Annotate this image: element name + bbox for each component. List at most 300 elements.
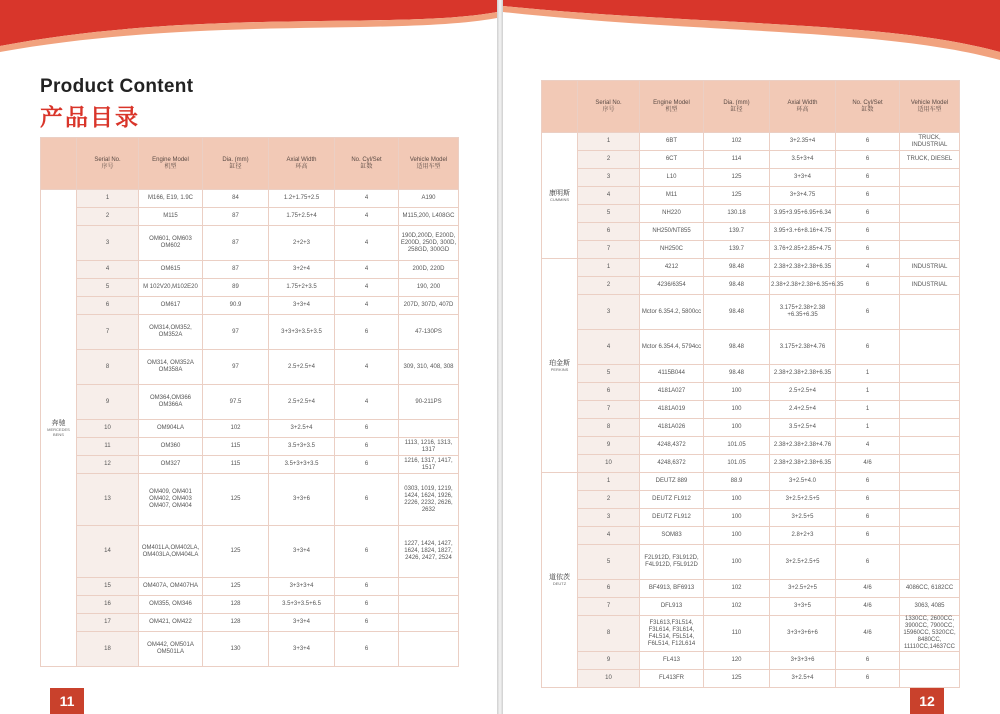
cell-vehicle (900, 241, 960, 259)
cell-cyl: 6 (335, 578, 399, 596)
cell-sn: 4 (578, 527, 640, 545)
table-row (41, 190, 459, 208)
cell-model: 4181A019 (640, 401, 704, 419)
cell-model: OM617 (139, 297, 203, 315)
table-row (542, 205, 960, 223)
cell-cyl: 6 (836, 133, 900, 151)
cell-sn: 7 (578, 401, 640, 419)
cell-cyl: 6 (335, 438, 399, 456)
cell-model: 6BT (640, 133, 704, 151)
top-wave-decoration-right (503, 0, 1000, 60)
cell-model: 4181A027 (640, 383, 704, 401)
cell-sn: 6 (578, 383, 640, 401)
cell-width: 3.5+2.5+4 (770, 419, 836, 437)
cell-vehicle (399, 596, 459, 614)
cell-sn: 13 (77, 474, 139, 526)
table-row (41, 315, 459, 350)
cell-width: 3.5+3+3.5+6.5 (269, 596, 335, 614)
table-row (542, 455, 960, 473)
brand-name-chinese: 奔驰 (51, 419, 66, 427)
right-page (503, 0, 1000, 714)
cell-dia: 100 (704, 491, 770, 509)
cell-dia: 128 (203, 596, 269, 614)
brand-name-english: CUMMINS (549, 196, 570, 202)
cell-model: OM442, OM501A OM501LA (139, 632, 203, 667)
cell-width: 3+2.5+4.0 (770, 473, 836, 491)
cell-vehicle (900, 670, 960, 688)
table-row (542, 241, 960, 259)
cell-dia: 139.7 (704, 241, 770, 259)
cell-vehicle: 207D, 307D, 407D (399, 297, 459, 315)
cell-width: 3+3+4 (269, 526, 335, 578)
cell-vehicle (900, 652, 960, 670)
cell-width: 3.175+2.38+4.76 (770, 330, 836, 365)
table-row (41, 632, 459, 667)
cell-sn: 5 (578, 545, 640, 580)
cell-sn: 14 (77, 526, 139, 578)
cell-width: 3+2.5+4 (770, 670, 836, 688)
cell-width: 3+3+3+3.5+3.5 (269, 315, 335, 350)
cell-cyl: 4 (335, 208, 399, 226)
cell-vehicle (900, 187, 960, 205)
cell-width: 3+2.5+5 (770, 509, 836, 527)
header-cell: Serial No. 序号 (578, 81, 640, 133)
table-row (542, 616, 960, 652)
table-row (41, 474, 459, 526)
table-row (41, 385, 459, 420)
table-row (41, 456, 459, 474)
cell-sn: 2 (578, 491, 640, 509)
cell-dia: 115 (203, 456, 269, 474)
brand-name-english: PERKINS (550, 366, 569, 372)
cell-width: 2.5+2.5+4 (269, 350, 335, 385)
cell-cyl: 4/6 (836, 580, 900, 598)
cell-cyl: 4 (335, 385, 399, 420)
cell-cyl: 1 (836, 365, 900, 383)
table-row (41, 526, 459, 578)
table-header-row (41, 138, 459, 190)
cell-cyl: 1 (836, 383, 900, 401)
cell-vehicle: 1216, 1317, 1417, 1517 (399, 456, 459, 474)
cell-sn: 3 (578, 169, 640, 187)
cell-sn: 6 (578, 223, 640, 241)
cell-dia: 100 (704, 401, 770, 419)
cell-dia: 110 (704, 616, 770, 652)
cell-dia: 101.05 (704, 437, 770, 455)
cell-vehicle (900, 545, 960, 580)
cell-sn: 5 (77, 279, 139, 297)
cell-dia: 120 (704, 652, 770, 670)
cell-sn: 1 (578, 259, 640, 277)
cell-sn: 8 (578, 419, 640, 437)
cell-dia: 87 (203, 261, 269, 279)
cell-dia: 128 (203, 614, 269, 632)
cell-width: 3+3+4 (269, 297, 335, 315)
table-row (41, 614, 459, 632)
cell-vehicle: 1330CC, 2600CC, 3900CC, 7900CC, 15960CC, 5320CC, 8480CC, 11110CC,14637CC (900, 616, 960, 652)
table-row (542, 437, 960, 455)
cell-cyl: 4 (335, 279, 399, 297)
cell-cyl: 6 (836, 169, 900, 187)
cell-model: OM421, OM422 (139, 614, 203, 632)
cell-cyl: 6 (836, 652, 900, 670)
cell-sn: 4 (77, 261, 139, 279)
cell-width: 3+3+4 (269, 614, 335, 632)
cell-sn: 2 (77, 208, 139, 226)
cell-vehicle (399, 614, 459, 632)
cell-vehicle: INDUSTRIAL (900, 259, 960, 277)
header-brand (542, 81, 578, 133)
header-cell: Vehicle Model 适用车型 (900, 81, 960, 133)
cell-vehicle: 3063, 4085 (900, 598, 960, 616)
cell-model: DEUTZ FL912 (640, 491, 704, 509)
cell-width: 3+3+3+6+6 (770, 616, 836, 652)
cell-sn: 1 (77, 190, 139, 208)
table-row (542, 187, 960, 205)
header-cell: Vehicle Model 适用车型 (399, 138, 459, 190)
cell-width: 3+3+3+4 (269, 578, 335, 596)
brand-cell (542, 259, 578, 473)
cell-dia: 87 (203, 208, 269, 226)
cell-model: FL413 (640, 652, 704, 670)
cell-cyl: 6 (335, 315, 399, 350)
cell-cyl: 4 (335, 190, 399, 208)
brand-cell (41, 190, 77, 667)
cell-vehicle: 200D, 220D (399, 261, 459, 279)
cell-cyl: 1 (836, 401, 900, 419)
cell-vehicle: 190D,200D, E200D, E200D, 250D, 300D, 258GD, 300GD (399, 226, 459, 261)
cell-cyl: 6 (836, 187, 900, 205)
cell-sn: 1 (578, 473, 640, 491)
cell-width: 3.5+3+3.5 (269, 438, 335, 456)
brand-cell (542, 473, 578, 688)
cell-model: SOM83 (640, 527, 704, 545)
cell-dia: 102 (203, 420, 269, 438)
cell-sn: 5 (578, 365, 640, 383)
cell-model: OM314, OM352A OM358A (139, 350, 203, 385)
brand-cell (542, 133, 578, 259)
page-title-chinese: 产品目录 (40, 104, 140, 130)
cell-cyl: 6 (836, 545, 900, 580)
cell-dia: 125 (704, 187, 770, 205)
cell-vehicle: 4086CC, 6182CC (900, 580, 960, 598)
cell-dia: 97 (203, 315, 269, 350)
page-number-badge: 11 (50, 688, 84, 714)
header-cell: Serial No. 序号 (77, 138, 139, 190)
table-row (542, 330, 960, 365)
cell-dia: 97 (203, 350, 269, 385)
cell-model: FL413FR (640, 670, 704, 688)
header-cell: No. Cyl/Set 缸数 (836, 81, 900, 133)
cell-dia: 88.9 (704, 473, 770, 491)
cell-model: 4248,6372 (640, 455, 704, 473)
table-row (542, 580, 960, 598)
cell-sn: 9 (578, 652, 640, 670)
cell-model: DFL913 (640, 598, 704, 616)
cell-cyl: 6 (335, 420, 399, 438)
cell-width: 3.95+3.95+6.95+6.34 (770, 205, 836, 223)
cell-cyl: 6 (836, 151, 900, 169)
cell-cyl: 6 (836, 223, 900, 241)
table-row (542, 401, 960, 419)
header-cell: Engine Model 机型 (640, 81, 704, 133)
cell-vehicle: 0303, 1019, 1219, 1424, 1624, 1926, 2226, 2232, 2626, 2632 (399, 474, 459, 526)
cell-sn: 1 (578, 133, 640, 151)
cell-model: 4181A026 (640, 419, 704, 437)
cell-width: 1.75+2+3.5 (269, 279, 335, 297)
cell-cyl: 6 (836, 670, 900, 688)
cell-vehicle (900, 205, 960, 223)
left-page (0, 0, 497, 714)
product-table-right (541, 80, 960, 688)
cell-width: 2.5+2.5+4 (269, 385, 335, 420)
cell-vehicle (399, 420, 459, 438)
table-row (542, 295, 960, 330)
cell-width: 2.38+2.38+2.38+6.35 (770, 259, 836, 277)
cell-cyl: 6 (836, 277, 900, 295)
cell-sn: 17 (77, 614, 139, 632)
cell-vehicle (900, 491, 960, 509)
cell-model: OM327 (139, 456, 203, 474)
cell-model: OM401LA,OM402LA, OM403LA,OM404LA (139, 526, 203, 578)
cell-cyl: 6 (836, 241, 900, 259)
cell-cyl: 1 (836, 419, 900, 437)
cell-sn: 10 (77, 420, 139, 438)
cell-model: NH220 (640, 205, 704, 223)
cell-vehicle: 190, 200 (399, 279, 459, 297)
cell-cyl: 6 (836, 330, 900, 365)
cell-cyl: 6 (836, 295, 900, 330)
cell-model: OM615 (139, 261, 203, 279)
cell-model: 4115B044 (640, 365, 704, 383)
table-row (542, 509, 960, 527)
cell-sn: 7 (578, 598, 640, 616)
cell-sn: 10 (578, 455, 640, 473)
cell-vehicle (900, 455, 960, 473)
cell-sn: 9 (77, 385, 139, 420)
table-row (542, 598, 960, 616)
table-row (41, 596, 459, 614)
table-row (542, 491, 960, 509)
table-row (41, 208, 459, 226)
cell-model: OM904LA (139, 420, 203, 438)
cell-model: Mctor 6.354.2, 5800cc (640, 295, 704, 330)
header-cell: Dia. (mm) 缸径 (203, 138, 269, 190)
cell-sn: 5 (578, 205, 640, 223)
cell-dia: 102 (704, 133, 770, 151)
cell-width: 1.2+1.75+2.5 (269, 190, 335, 208)
cell-dia: 102 (704, 580, 770, 598)
cell-dia: 130.18 (704, 205, 770, 223)
cell-cyl: 6 (836, 205, 900, 223)
cell-model: NH250/NT855 (640, 223, 704, 241)
product-table-left (40, 137, 459, 667)
cell-sn: 4 (578, 187, 640, 205)
cell-width: 3.95+3.+6+8.16+4.75 (770, 223, 836, 241)
cell-width: 3+3+4 (770, 169, 836, 187)
cell-sn: 18 (77, 632, 139, 667)
table-header-row (542, 81, 960, 133)
cell-dia: 90.9 (203, 297, 269, 315)
cell-dia: 98.48 (704, 365, 770, 383)
table-row (542, 419, 960, 437)
cell-cyl: 6 (335, 632, 399, 667)
header-brand (41, 138, 77, 190)
cell-model: OM360 (139, 438, 203, 456)
cell-width: 2.38+2.38+2.38+6.35+6.35 (770, 277, 836, 295)
cell-model: 6CT (640, 151, 704, 169)
cell-model: F2L912D, F3L912D, F4L912D, F5L912D (640, 545, 704, 580)
cell-model: OM601, OM603 OM602 (139, 226, 203, 261)
cell-model: Mctor 6.354.4, 5794cc (640, 330, 704, 365)
cell-width: 3+3+3+6 (770, 652, 836, 670)
cell-model: F3L613,F3L514, F3L614, F3L614, F4L514, F5L514, F6L514, F12L614 (640, 616, 704, 652)
cell-sn: 11 (77, 438, 139, 456)
table-row (41, 226, 459, 261)
cell-sn: 15 (77, 578, 139, 596)
table-row (41, 350, 459, 385)
cell-sn: 12 (77, 456, 139, 474)
cell-cyl: 4/6 (836, 455, 900, 473)
cell-cyl: 6 (335, 614, 399, 632)
cell-sn: 10 (578, 670, 640, 688)
cell-width: 3.76+2.85+2.85+4.75 (770, 241, 836, 259)
cell-sn: 16 (77, 596, 139, 614)
cell-cyl: 4 (335, 350, 399, 385)
cell-vehicle (900, 169, 960, 187)
cell-cyl: 4 (836, 259, 900, 277)
cell-width: 3.5+3+3+3.5 (269, 456, 335, 474)
cell-model: DEUTZ 889 (640, 473, 704, 491)
cell-vehicle (900, 330, 960, 365)
cell-model: NH250C (640, 241, 704, 259)
cell-cyl: 4 (335, 226, 399, 261)
cell-cyl: 4/6 (836, 616, 900, 652)
cell-vehicle (900, 295, 960, 330)
cell-sn: 4 (578, 330, 640, 365)
cell-model: OM355, OM346 (139, 596, 203, 614)
table-row (542, 277, 960, 295)
cell-width: 3+3+4 (269, 632, 335, 667)
cell-cyl: 6 (836, 473, 900, 491)
cell-width: 2.4+2.5+4 (770, 401, 836, 419)
table-row (542, 652, 960, 670)
cell-dia: 125 (704, 670, 770, 688)
brand-name-chinese: 道依茨 (549, 574, 570, 581)
cell-vehicle: M115,200, L408GC (399, 208, 459, 226)
cell-dia: 125 (203, 526, 269, 578)
cell-sn: 3 (578, 295, 640, 330)
cell-vehicle: TRUCK, DIESEL (900, 151, 960, 169)
cell-width: 3+3+5 (770, 598, 836, 616)
cell-dia: 98.48 (704, 277, 770, 295)
cell-dia: 84 (203, 190, 269, 208)
header-cell: Dia. (mm) 缸径 (704, 81, 770, 133)
cell-dia: 130 (203, 632, 269, 667)
cell-sn: 8 (578, 616, 640, 652)
cell-model: M166, E19, 1.9C (139, 190, 203, 208)
cell-dia: 115 (203, 438, 269, 456)
header-cell: Axial Width 环高 (770, 81, 836, 133)
cell-width: 3+2.5+2.5+5 (770, 545, 836, 580)
brand-name-chinese: 康明斯 (549, 189, 570, 197)
cell-vehicle (900, 401, 960, 419)
cell-vehicle (900, 473, 960, 491)
cell-cyl: 4 (335, 297, 399, 315)
top-wave-decoration (0, 0, 497, 60)
cell-width: 3+2.35+4 (770, 133, 836, 151)
cell-dia: 114 (704, 151, 770, 169)
cell-width: 2.38+2.38+2.38+6.35 (770, 365, 836, 383)
cell-width: 2.5+2.5+4 (770, 383, 836, 401)
header-cell: No. Cyl/Set 缸数 (335, 138, 399, 190)
table-row (542, 473, 960, 491)
table-row (41, 297, 459, 315)
cell-dia: 89 (203, 279, 269, 297)
cell-cyl: 6 (335, 526, 399, 578)
cell-sn: 9 (578, 437, 640, 455)
cell-vehicle (900, 223, 960, 241)
table-row (542, 383, 960, 401)
cell-cyl: 6 (335, 456, 399, 474)
table-row (542, 259, 960, 277)
cell-vehicle (900, 437, 960, 455)
table-row (41, 261, 459, 279)
cell-dia: 100 (704, 527, 770, 545)
cell-model: OM364,OM366 OM366A (139, 385, 203, 420)
cell-sn: 6 (578, 580, 640, 598)
cell-model: OM314,OM352, OM352A (139, 315, 203, 350)
cell-model: OM409, OM401 OM402, OM403 OM407, OM404 (139, 474, 203, 526)
cell-dia: 100 (704, 383, 770, 401)
cell-width: 1.75+2.5+4 (269, 208, 335, 226)
table-row (542, 527, 960, 545)
cell-vehicle (399, 632, 459, 667)
table-row (542, 545, 960, 580)
brand-name-english: DEUTZ (552, 581, 567, 586)
cell-vehicle: 90-211PS (399, 385, 459, 420)
table-row (41, 420, 459, 438)
cell-dia: 102 (704, 598, 770, 616)
cell-sn: 6 (77, 297, 139, 315)
table-row (41, 578, 459, 596)
cell-vehicle (900, 383, 960, 401)
cell-dia: 100 (704, 509, 770, 527)
cell-model: 4248,4372 (640, 437, 704, 455)
cell-sn: 2 (578, 151, 640, 169)
table-row (542, 133, 960, 151)
cell-cyl: 6 (335, 474, 399, 526)
cell-width: 2+2+3 (269, 226, 335, 261)
cell-cyl: 6 (836, 491, 900, 509)
cell-width: 3+3+6 (269, 474, 335, 526)
cell-model: M 102V20,M102E20 (139, 279, 203, 297)
cell-model: L10 (640, 169, 704, 187)
cell-width: 3+2.5+4 (269, 420, 335, 438)
table-row (542, 169, 960, 187)
cell-dia: 87 (203, 226, 269, 261)
cell-sn: 3 (578, 509, 640, 527)
cell-vehicle (900, 365, 960, 383)
table-row (542, 670, 960, 688)
cell-vehicle: 309, 310, 408, 308 (399, 350, 459, 385)
cell-width: 3+3+4.75 (770, 187, 836, 205)
cell-vehicle: INDUSTRIAL (900, 277, 960, 295)
cell-dia: 100 (704, 419, 770, 437)
cell-model: DEUTZ FL912 (640, 509, 704, 527)
cell-dia: 98.48 (704, 259, 770, 277)
cell-vehicle: 47-130PS (399, 315, 459, 350)
